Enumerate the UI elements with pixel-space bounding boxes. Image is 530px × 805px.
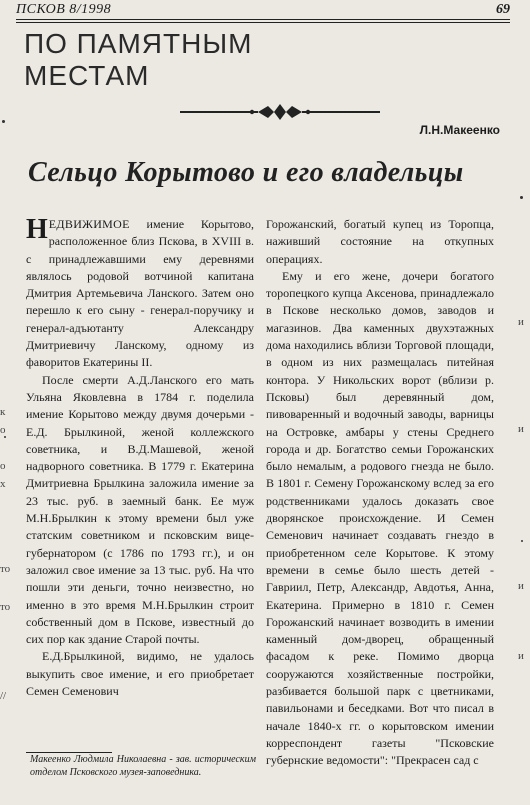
article-author: Л.Н.Макеенко [419, 123, 500, 137]
margin-fragment: и [518, 316, 524, 328]
paragraph [26, 216, 254, 372]
scan-speck [2, 120, 5, 123]
section-rubric [24, 28, 252, 92]
margin-fragment: и [518, 423, 524, 435]
article-column-2 [266, 216, 494, 770]
ornament-divider [180, 101, 380, 123]
margin-fragment: // [0, 690, 7, 702]
paragraph: Ему и его жене, дочери богатого торопецкого купца Аксенова, принадлежало в Пскове несколько домов, заводов и магазинов. Два каменных двухэтажных дома находились вблизи Торговой площади, в одном из них размещалась питейная контора. У Никольских ворот (вблизи р. Псковы) был деревянный дом, пивоваренный и водочный заводы, варницы на Островке, амбары у стены Среднего города и др. Богатство семьи Горожанских было немалым, а родового гнезда не было. В 1801 г. Семену Горожанскому вслед за его родственниками удалось доказать свое дворянское происхождение. И Семен Семенович начинает создавать гнездо в приобретенном селе Корытове. К этому времени в семье было шесть детей - Гавриил, Петр, Александр, Авдотья, Анна, Екатерина. Примерно в 1810 г. Семен Горожанский начинает возводить в имении каменный дом-дворец, обращенный фасадом к реке. Помимо дворца сооружаются хозяйственные постройки, разбивается большой парк с цветниками, павильонами и беседками. Вот что писал в начале 1840-х гг. о корытовском имении корреспондент газеты "Псковские губернские ведомости": "Прекрасен сад с [266, 268, 494, 768]
lead-caps: ЕДВИЖИМОЕ [48, 217, 130, 231]
rubric-line-1: ПО ПАМЯТНЫМ [24, 28, 253, 59]
scan-speck [520, 196, 523, 199]
author-footnote: Макеенко Людмила Николаевна - зав. историческим отделом Псковского музея-заповедника. [30, 754, 256, 778]
header-rule [16, 19, 510, 20]
margin-fragment: и [518, 580, 524, 592]
page-number: 69 [496, 2, 510, 17]
rubric-line-2: МЕСТАМ [24, 60, 150, 91]
running-header [16, 2, 510, 20]
margin-fragment: то [0, 601, 11, 613]
article-column-1 [26, 216, 254, 700]
paragraph-text: имение Корытово, расположенное близ Пскова, в XVIII в. с принадлежавшими ему деревнями являлось родовой вотчиной капитана Дмитрия Артемьевича Ланского. Затем оно перешло к его сыну - генерал-поручику и генерал-адъютанту Александру Дмитриевичу Ланскому, одному из фаворитов Екатерины II. [26, 217, 254, 370]
footnote-rule [26, 752, 112, 753]
paragraph: Горожанский, богатый купец из Торопца, наживший состояние на откупных операциях. [266, 217, 494, 266]
margin-fragment: х [0, 478, 6, 490]
article-title: Сельцо Корытово и его владельцы [28, 157, 464, 188]
margin-fragment: о [0, 424, 6, 436]
scan-speck [521, 540, 523, 542]
drop-cap: Н [26, 214, 48, 245]
scan-speck [4, 436, 6, 438]
margin-fragment: о [0, 460, 6, 472]
margin-fragment: и [518, 650, 524, 662]
margin-fragment: к [0, 406, 6, 418]
margin-fragment: то [0, 563, 11, 575]
journal-issue: ПСКОВ 8/1998 [16, 2, 112, 17]
paragraph: После смерти А.Д.Ланского его мать Ульяна Яковлевна в 1784 г. поделила имение Корытово между двумя дочерьми - Е.Д. Брылкиной, женой коллежского советника, и В.Д.Машевой, женой надворного советника. В 1779 г. Екатерина Дмитриевна Брылкина заложила имение за 23 тыс. руб. в заемный банк. Ее муж М.Н.Брылкин к этому времени был уже статским советником и псковским вице-губернатором (с 1786 по 1793 гг.), и он заложил свое имение за 13 тыс. руб. На что пошли эти деньги, точно неизвестно, но именно в это время М.Н.Брылкин строит собственный дом в Пскове, известный до сих пор как здание Старой почты. [26, 372, 254, 647]
header-rule-thin [16, 22, 510, 23]
paragraph: Е.Д.Брылкиной, видимо, не удалось выкупить свое имение, и его приобретает Семен Семенович [26, 649, 254, 699]
